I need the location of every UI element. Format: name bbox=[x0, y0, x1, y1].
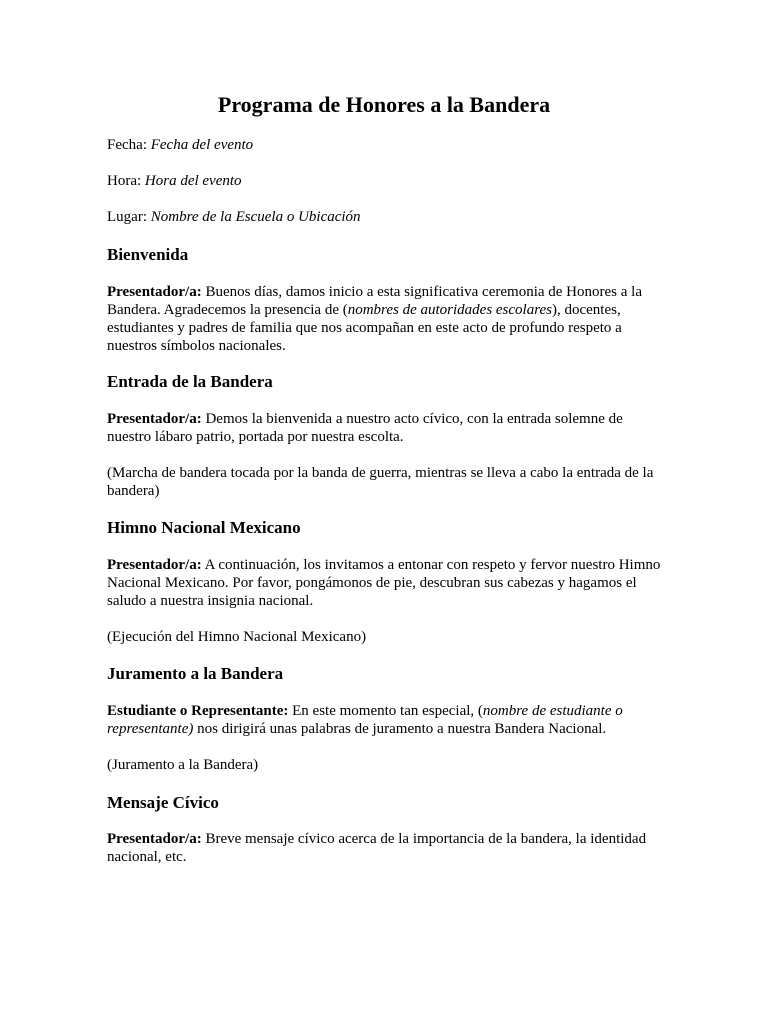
anthem-text: A continuación, los invitamos a entonar con respeto y fervor nuestro Himno Nacional Mexicano. Por favor, pongámonos de pie, descubran sus cabezas y hagamos el saludo a nuestra insignia nacional. bbox=[107, 557, 661, 609]
place-value: Nombre de la Escuela o Ubicación bbox=[150, 209, 361, 225]
welcome-paragraph bbox=[107, 283, 663, 355]
welcome-speaker: Presentador/a: bbox=[107, 284, 202, 300]
civic-message-paragraph bbox=[107, 830, 663, 866]
oath-note: (Juramento a la Bandera) bbox=[107, 757, 259, 773]
section-heading-civic-message: Mensaje Cívico bbox=[107, 793, 219, 812]
oath-paragraph bbox=[107, 702, 663, 738]
anthem-speaker: Presentador/a: bbox=[107, 557, 202, 573]
anthem-paragraph bbox=[107, 556, 663, 610]
civic-message-text: Breve mensaje cívico acerca de la importancia de la bandera, la identidad nacional, etc. bbox=[107, 831, 647, 865]
section-heading-anthem: Himno Nacional Mexicano bbox=[107, 518, 301, 537]
flag-entry-speaker: Presentador/a: bbox=[107, 411, 202, 427]
flag-entry-paragraph bbox=[107, 410, 663, 446]
place-line bbox=[107, 208, 663, 226]
flag-entry-text: Demos la bienvenida a nuestro acto cívico, con la entrada solemne de nuestro lábaro patrio, portada por nuestra escolta. bbox=[107, 411, 623, 445]
welcome-text-start: Buenos días, damos inicio a esta significativa ceremonia de Honores a la Bandera. Agradecemos la presencia de ( bbox=[107, 284, 642, 318]
welcome-text-end: ), docentes, estudiantes y padres de familia que nos acompañan en este acto de profundo respeto a nuestros símbolos nacionales. bbox=[107, 302, 622, 354]
date-label: Fecha: bbox=[107, 137, 147, 153]
section-heading-oath: Juramento a la Bandera bbox=[107, 664, 284, 683]
oath-text-start: En este momento tan especial, ( bbox=[292, 703, 483, 719]
anthem-note: (Ejecución del Himno Nacional Mexicano) bbox=[107, 629, 367, 645]
section-heading-welcome: Bienvenida bbox=[107, 245, 189, 264]
date-value: Fecha del evento bbox=[150, 137, 254, 153]
oath-text-italic: nombre de estudiante o representante) bbox=[107, 703, 623, 737]
date-line bbox=[107, 136, 663, 154]
oath-text-end: nos dirigirá unas palabras de juramento a nuestra Bandera Nacional. bbox=[193, 721, 607, 737]
time-line bbox=[107, 172, 663, 190]
civic-message-speaker: Presentador/a: bbox=[107, 831, 202, 847]
oath-speaker: Estudiante o Representante: bbox=[107, 703, 289, 719]
time-value: Hora del evento bbox=[144, 173, 242, 189]
place-label: Lugar: bbox=[107, 209, 147, 225]
section-heading-flag-entry: Entrada de la Bandera bbox=[107, 372, 273, 391]
flag-entry-note: (Marcha de bandera tocada por la banda de guerra, mientras se lleva a cabo la entrada de la bandera) bbox=[107, 465, 654, 499]
welcome-text-italic: nombres de autoridades escolares bbox=[347, 302, 552, 318]
page-title: Programa de Honores a la Bandera bbox=[217, 92, 551, 117]
time-label: Hora: bbox=[107, 173, 142, 189]
